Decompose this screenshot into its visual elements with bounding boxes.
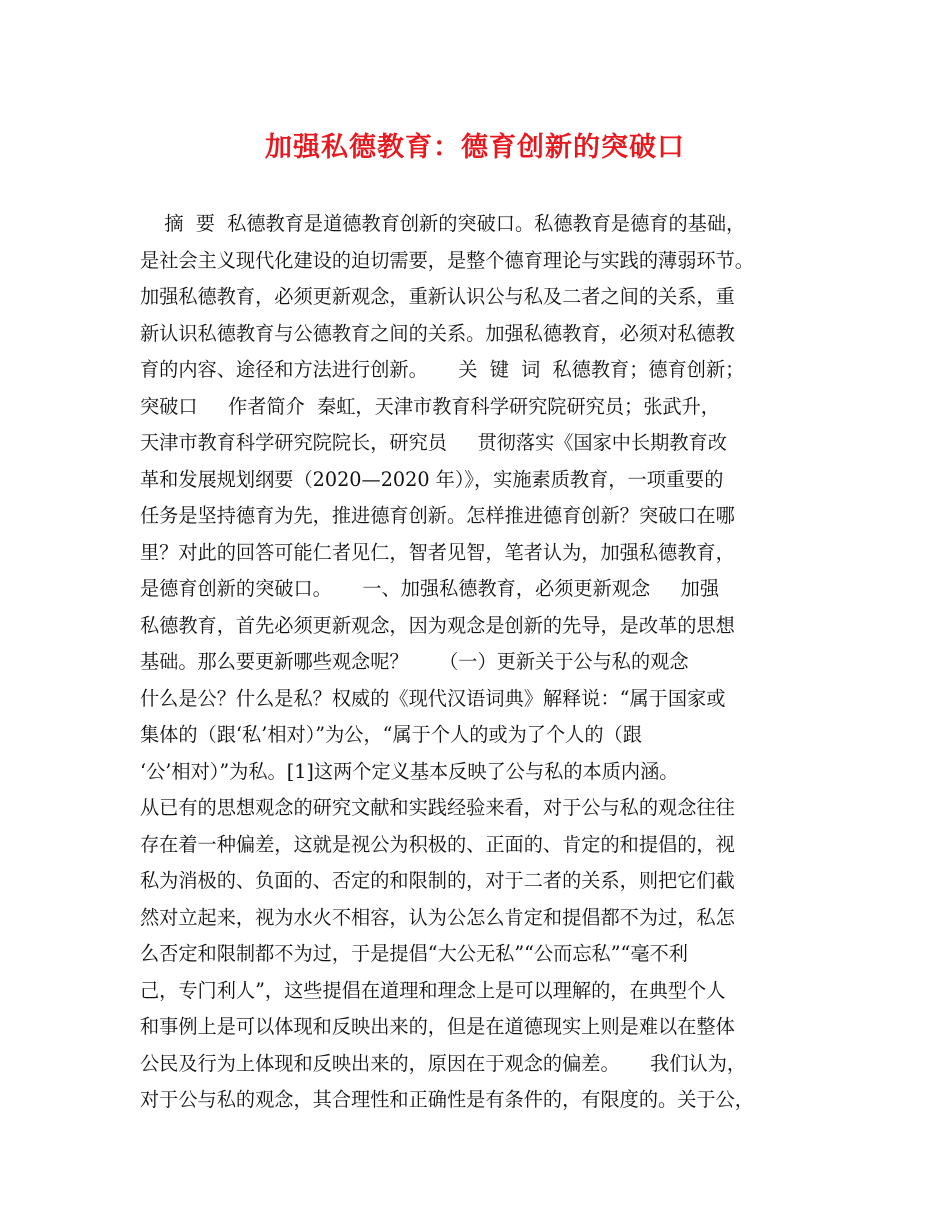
text-line: 革和发展规划纲要（2020—2020 年）》，实施素质教育，一项重要的 [140,467,724,491]
text-line: 天津市教育科学研究院院长，研究员 贯彻落实《国家中长期教育改 [140,431,727,454]
text-line: 私德教育，首先必须更新观念，因为观念是创新的先导，是改革的思想 [140,613,735,637]
document-body [140,206,830,1119]
text-line: 摘 要 私德教育是道德教育创新的突破口。私德教育是德育的基础， [140,212,746,235]
text-line: 育的内容、途径和方法进行创新。 关 键 词 私德教育；德育创新； [140,358,745,381]
text-line: 私为消极的、负面的、否定的和限制的，对于二者的关系，则把它们截 [140,869,735,892]
text-line: 集体的（跟‘私’相对）”为公，“属于个人的或为了个人的（跟 [140,723,642,746]
text-line: 是社会主义现代化建设的迫切需要，是整个德育理论与实践的薄弱环节。 [140,248,754,272]
text-line: 新认识私德教育与公德教育之间的关系。加强私德教育，必须对私德教 [140,321,735,345]
text-line: 对于公与私的观念，其合理性和正确性是有条件的，有限度的。关于公， [140,1088,754,1111]
text-line: 是德育创新的突破口。 一、加强私德教育，必须更新观念 加强 [140,577,720,600]
text-line: 存在着一种偏差，这就是视公为积极的、正面的、肯定的和提倡的，视 [140,832,735,856]
text-line: 己，专门利人”，这些提倡在道理和理念上是可以理解的，在典型个人 [140,978,726,1002]
text-line: 里？对此的回答可能仁者见仁，智者见智，笔者认为，加强私德教育， [140,540,735,564]
text-line: ‘公’相对）”为私。[1]这两个定义基本反映了公与私的本质内涵。 [140,759,679,783]
text-line: 么否定和限制都不为过，于是提倡“大公无私”“公而忘私”“毫不利 [140,942,688,965]
text-line: 公民及行为上体现和反映出来的，原因在于观念的偏差。 我们认为， [140,1051,747,1075]
text-line: 从已有的思想观念的研究文献和实践经验来看，对于公与私的观念往往 [140,796,735,819]
document-title: 加强私德教育：德育创新的突破口 [265,132,685,163]
text-line: 基础。那么要更新哪些观念呢？ （一）更新关于公与私的观念 [140,650,689,673]
text-line: 什么是公？什么是私？权威的《现代汉语词典》解释说：“属于国家或 [140,686,726,710]
text-line: 突破口 作者简介 秦虹，天津市教育科学研究院研究员；张武升， [140,394,720,418]
text-line: 然对立起来，视为水火不相容，认为公怎么肯定和提倡都不为过，私怎 [140,905,735,929]
text-line: 和事例上是可以体现和反映出来的，但是在道德现实上则是难以在整体 [140,1015,735,1038]
text-line: 任务是坚持德育为先，推进德育创新。怎样推进德育创新？突破口在哪 [140,504,735,527]
text-line: 加强私德教育，必须更新观念，重新认识公与私及二者之间的关系，重 [140,285,735,308]
